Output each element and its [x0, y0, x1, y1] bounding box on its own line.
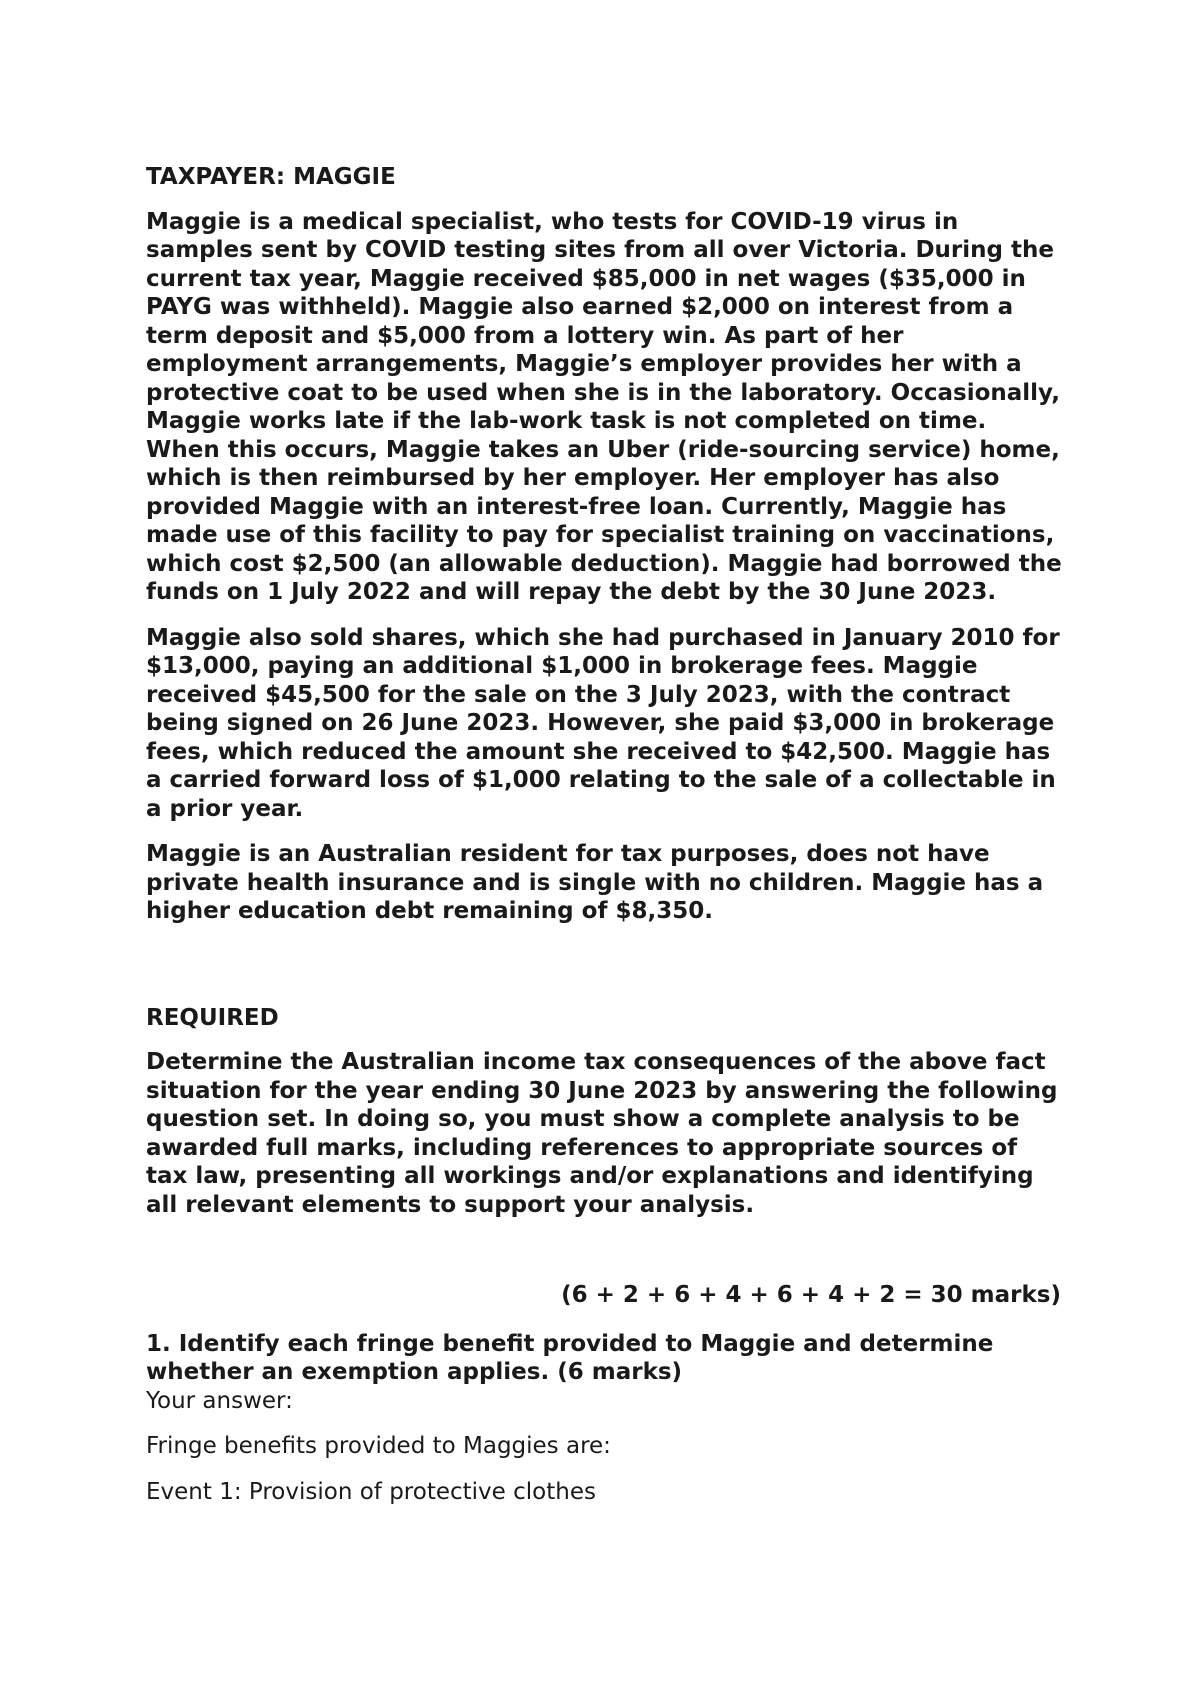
- question-1: 1. Identify each fringe benefit provided to Maggie and determine whether an exemption applies. (6 marks): [146, 1330, 994, 1385]
- facts-paragraph-3: Maggie is an Australian resident for tax purposes, does not have private health insurance and is single with no children. Maggie has a higher education debt remaining of $8,350.: [146, 841, 1044, 924]
- facts-paragraph-2: Maggie also sold shares, which she had purchased in January 2010 for $13,000, paying an additional $1,000 in brokerage fees. Maggie received $45,500 for the sale on the 3 July 2023, with the contract being signed on 26 June 2023. However, she paid $3,000 in brokerage fees, which reduced the amount she received to $42,500. Maggie has a carried forward loss of $1,000 relating to the sale of a collectable in a prior year.: [146, 624, 1060, 822]
- required-heading: REQUIRED: [146, 1004, 279, 1031]
- document-page: [146, 163, 1066, 1523]
- facts-paragraph-1: Maggie is a medical specialist, who tests for COVID-19 virus in samples sent by COVID testing sites from all over Victoria. During the current tax year, Maggie received $85,000 in net wages ($35,000 in PAYG was withheld). Maggie also earned $2,000 on interest from a term deposit and $5,000 from a lottery win. As part of her employment arrangements, Maggie’s employer provides her with a protective coat to be used when she is in the laboratory. Occasionally, Maggie works late if the lab-work task is not completed on time. When this occurs, Maggie takes an Uber (ride-sourcing service) home, which is then reimbursed by her employer. Her employer has also provided Maggie with an interest-free loan. Currently, Maggie has made use of this facility to pay for specialist training on vaccinations, which cost $2,500 (an allowable deduction). Maggie had borrowed the funds on 1 July 2022 and will repay the debt by the 30 June 2023.: [146, 208, 1062, 605]
- required-text: Determine the Australian income tax consequences of the above fact situation for the year ending 30 June 2023 by answering the following question set. In doing so, you must show a complete analysis to be awarded full marks, including references to appropriate sources of tax law, presenting all workings and/or explanations and identifying all relevant elements to support your analysis.: [146, 1049, 1058, 1218]
- marks-total: (6 + 2 + 6 + 4 + 6 + 4 + 2 = 30 marks): [561, 1282, 1061, 1308]
- answer-line-2: Event 1: Provision of protective clothes: [146, 1478, 596, 1505]
- taxpayer-heading: TAXPAYER: MAGGIE: [146, 164, 396, 190]
- answer-line-1: Fringe benefits provided to Maggies are:: [146, 1433, 611, 1459]
- answer-label: Your answer:: [146, 1387, 293, 1414]
